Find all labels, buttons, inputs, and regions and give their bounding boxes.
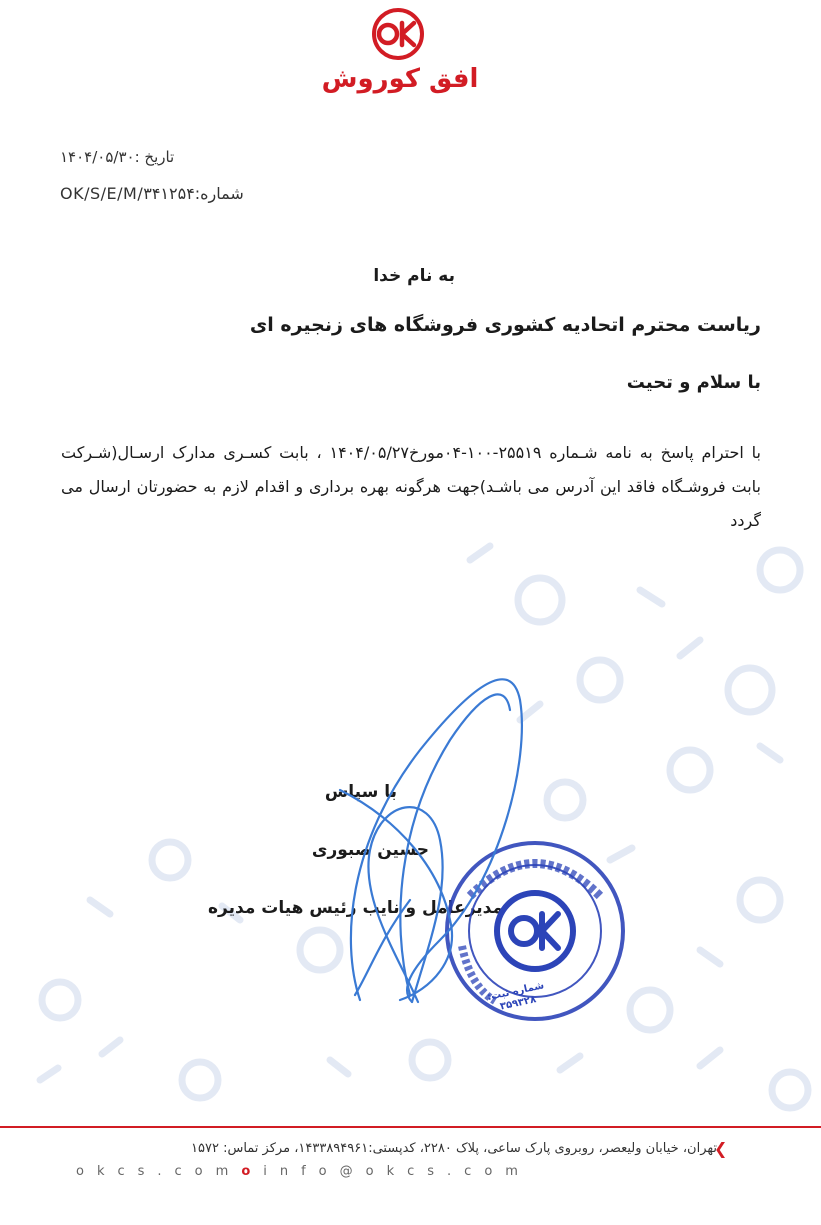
brand-name: افق کوروش: [321, 64, 479, 94]
letter-number: [60, 184, 290, 203]
letter-number-value: OK/S/E/M/۳۴۱۲۵۴: [60, 184, 195, 203]
chevron-left-icon: ❮: [714, 1139, 728, 1158]
recipient: ریاست محترم اتحادیه کشوری فروشگاه های زنجیره ای: [249, 314, 761, 336]
signer-name: حسین صبوری: [311, 840, 429, 860]
footer-separator-dot: o: [241, 1164, 264, 1179]
footer-divider: [0, 1126, 821, 1128]
footer-address: تهران، خیابان ولیعصر، روبروی پارک ساعی، پلاک ۲۲۸۰، کدپستی:۱۴۳۳۸۹۴۹۶۱، مرکز تماس: ۱۵۷۲: [191, 1141, 717, 1156]
stamp-registration: شماره ثبت: ۳۵۹۳۲۸: [486, 980, 546, 1013]
signer-title: مدیرعامل و نایب رئیس هیات مدیره: [208, 898, 503, 918]
letter-date: تاریخ :۱۴۰۴/۰۵/۳۰: [60, 148, 175, 166]
basmala: به نام خدا: [373, 266, 455, 286]
closing-thanks: با سپاس: [324, 782, 397, 802]
footer-email: info@okcs.com: [263, 1164, 531, 1179]
letter-paragraph: با احترام پاسخ به نامه شـماره ۲۵۵۱۹-۱۰۰-۰۴مورخ۱۴۰۴/۰۵/۲۷ ، بابت کسـری مدارک ارسـال(شـرکت بابت فروشـگاه فاقد این آدرس می باشـد)جهت هرگونه بهره برداری و اقدام لازم به حضورتان ارسال می گردد: [61, 443, 761, 530]
footer-website: [76, 1164, 531, 1179]
letter-number-label: شماره:: [194, 184, 244, 203]
greeting: با سلام و تحیت: [626, 372, 761, 393]
footer-website-domain: okcs.com: [76, 1164, 242, 1179]
signature-icon: [300, 640, 560, 1020]
